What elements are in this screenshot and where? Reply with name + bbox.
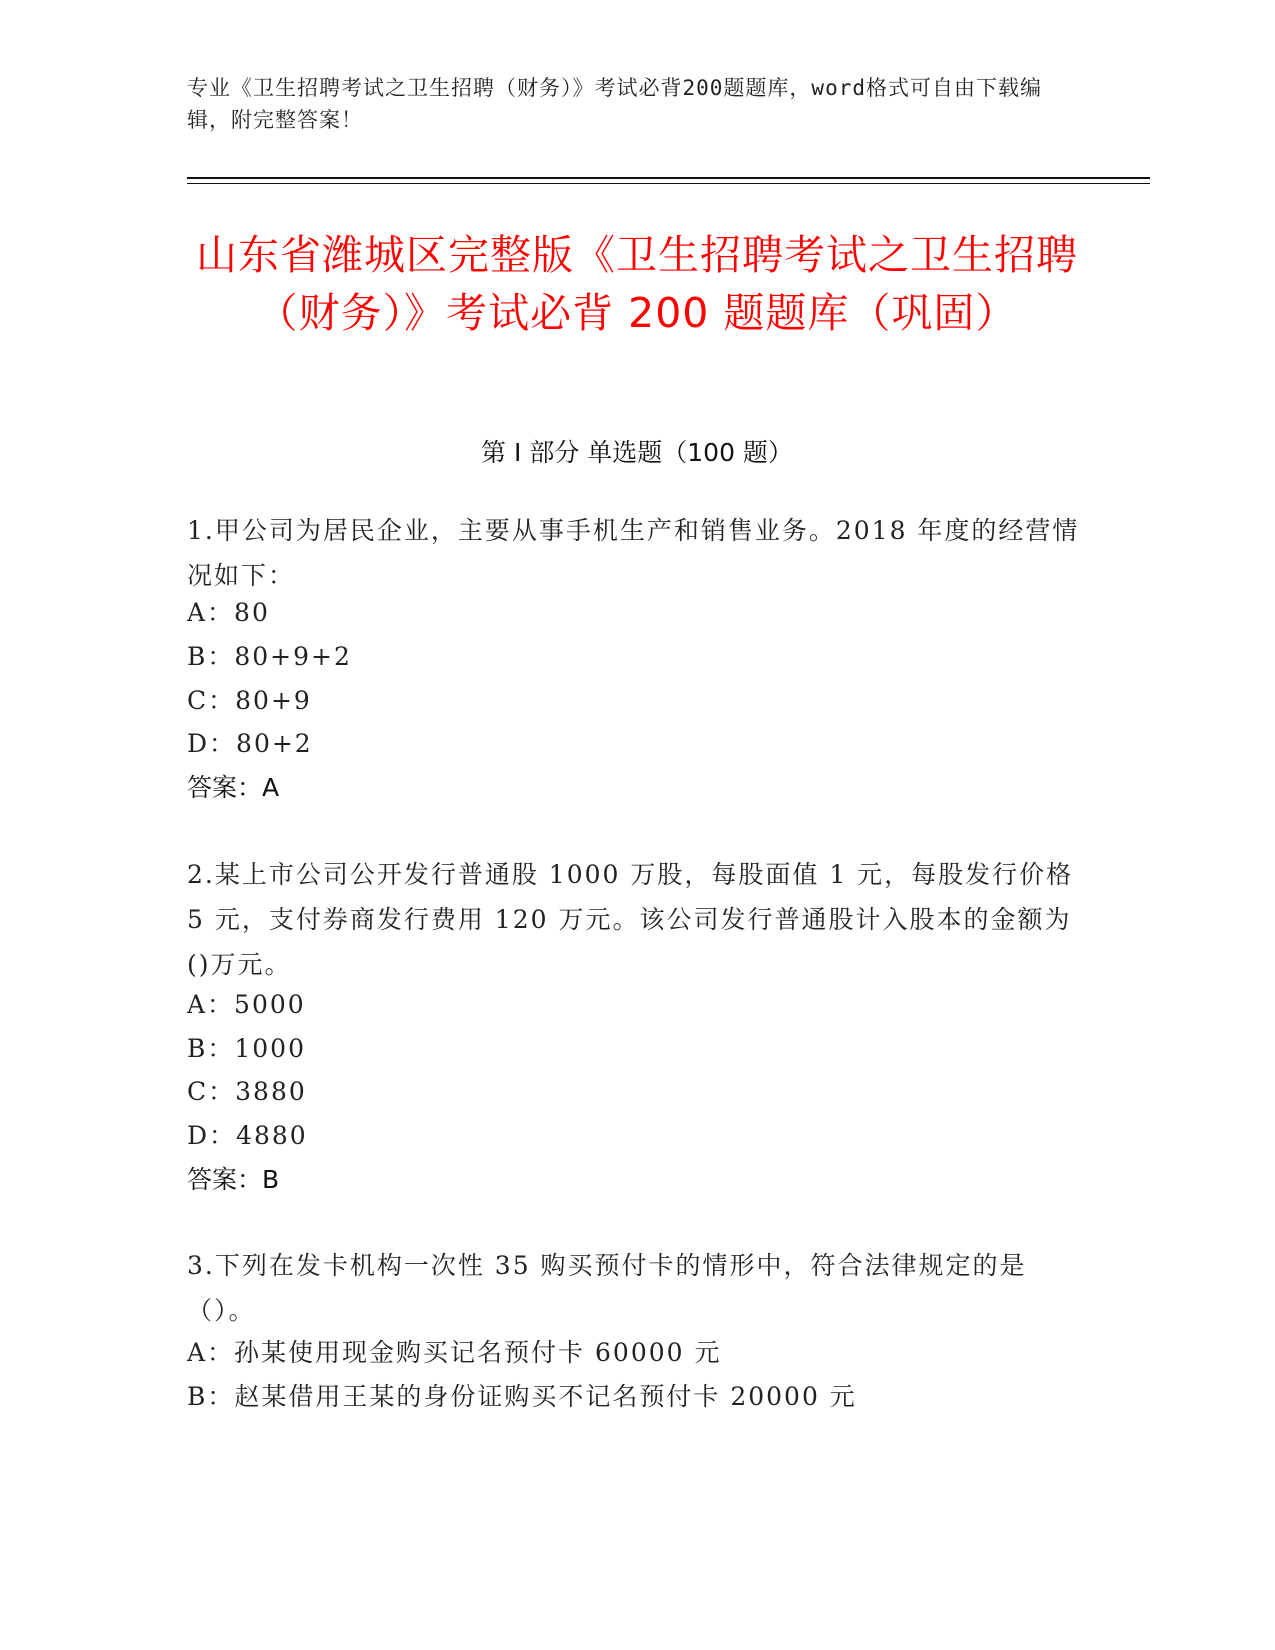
question-1-option-a: A：80 — [187, 598, 270, 627]
document-title: 山东省潍城区完整版《卫生招聘考试之卫生招聘（财务）》考试必背 200 题题库（巩固） — [196, 231, 1078, 337]
header-divider-thin — [187, 183, 1150, 184]
section-heading: 第 I 部分 单选题（100 题） — [481, 438, 793, 467]
question-1-option-d: D：80+2 — [187, 729, 313, 758]
question-2-option-a: A：5000 — [187, 990, 306, 1019]
question-3-stem: 3.下列在发卡机构一次性 35 购买预付卡的情形中，符合法律规定的是（）。 — [187, 1251, 1027, 1325]
question-3-option-a: A：孙某使用现金购买记名预付卡 60000 元 — [187, 1338, 722, 1367]
question-1-stem: 1.甲公司为居民企业，主要从事手机生产和销售业务。2018 年度的经营情况如下： — [187, 516, 1080, 590]
question-2-stem: 2.某上市公司公开发行普通股 1000 万股，每股面值 1 元，每股发行价格 5 元，支付券商发行费用 120 万元。该公司发行普通股计入股本的金额为()万元。 — [187, 860, 1074, 979]
question-2-option-b: B：1000 — [187, 1034, 306, 1063]
question-2-option-d: D：4880 — [187, 1121, 308, 1150]
question-2-answer: 答案：B — [187, 1165, 280, 1194]
question-1-option-c: C：80+9 — [187, 686, 312, 715]
question-3-option-b: B：赵某借用王某的身份证购买不记名预付卡 20000 元 — [187, 1382, 857, 1411]
header-divider-thick — [187, 177, 1150, 179]
question-2-option-c: C：3880 — [187, 1077, 307, 1106]
question-1-answer: 答案：A — [187, 773, 280, 802]
question-1-option-b: B：80+9+2 — [187, 642, 352, 671]
header-note: 专业《卫生招聘考试之卫生招聘（财务）》考试必背200题题库，word格式可自由下载编辑，附完整答案！ — [187, 76, 1042, 132]
